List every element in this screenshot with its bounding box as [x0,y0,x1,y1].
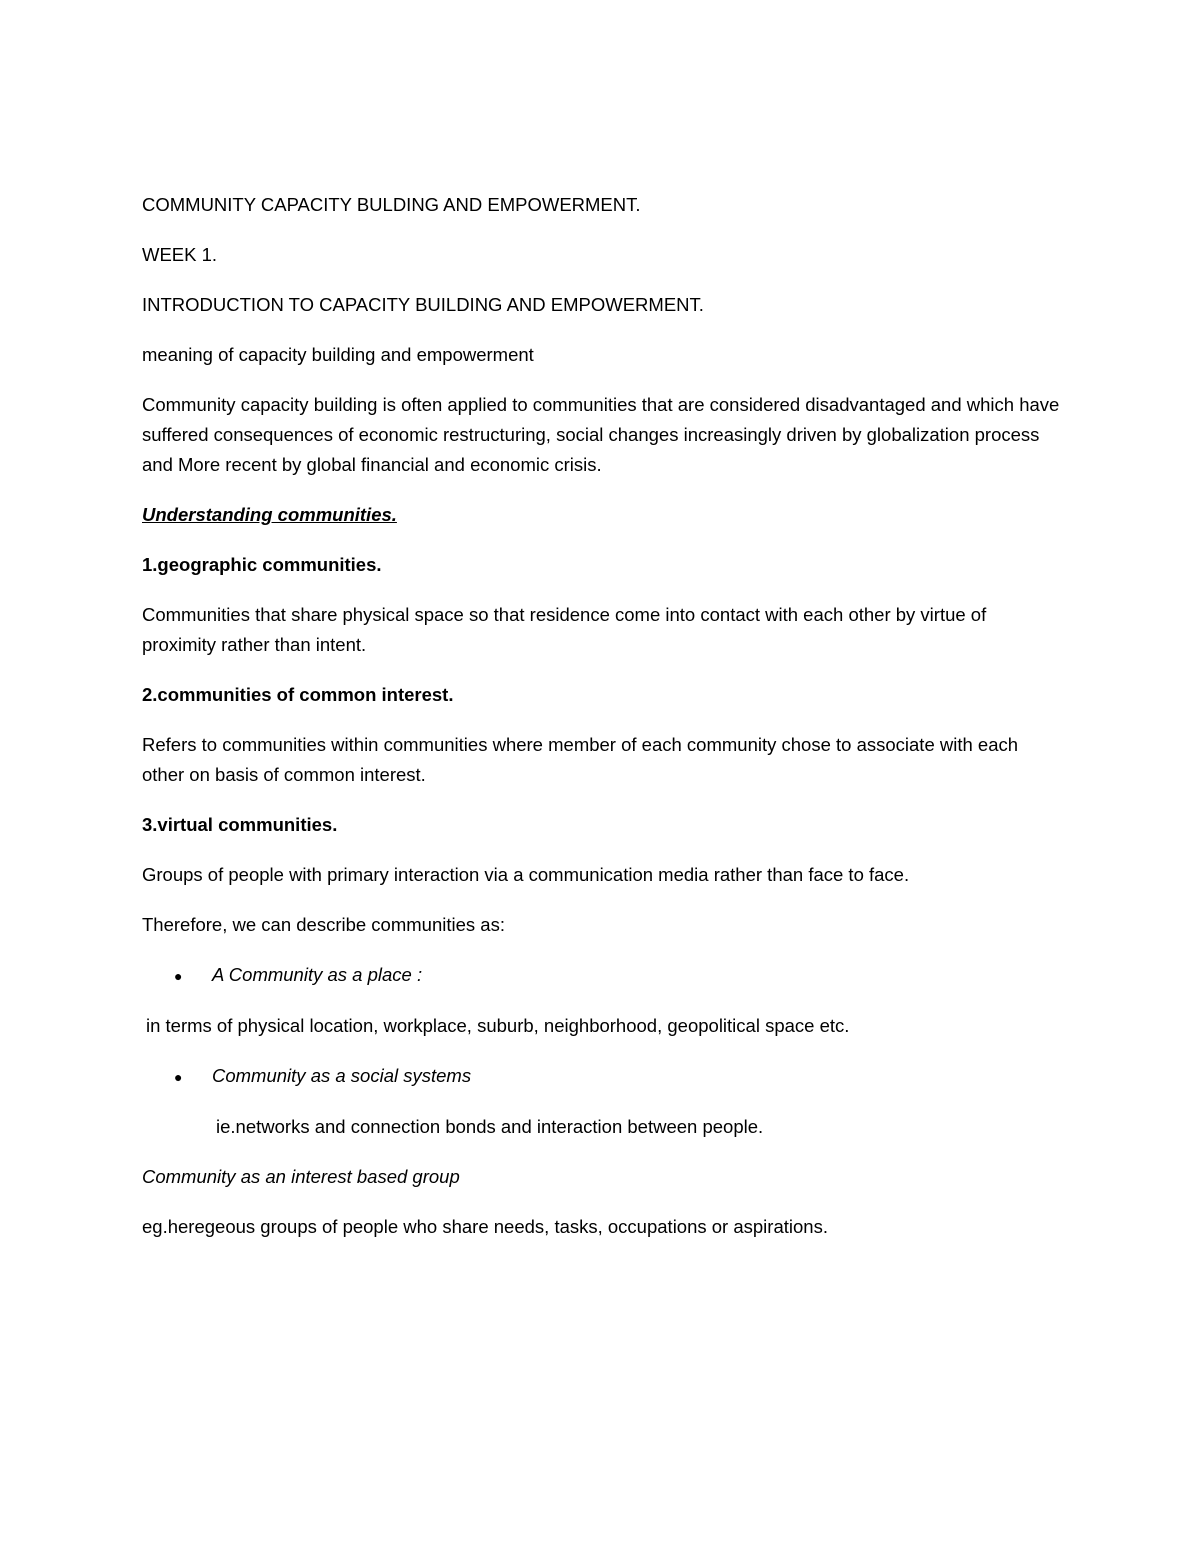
meaning-paragraph: Community capacity building is often applied to communities that are considered disadvantaged and which have suffered consequences of economic restructuring, social changes increasingly driven by globalization process and More recent by global financial and economic crisis. [142,394,1060,475]
understanding-heading: Understanding communities. [142,504,397,525]
description-text-social-systems: ie.networks and connection bonds and interaction between people. [216,1116,764,1137]
bullet-label-social-systems: Community as a social systems [212,1065,472,1086]
describe-intro: Therefore, we can describe communities as: [142,914,505,935]
bullet-label-place: A Community as a place : [212,964,423,985]
meaning-heading: meaning of capacity building and empowerment [142,344,534,365]
description-text-interest-group: eg.heregeous groups of people who share needs, tasks, occupations or aspirations. [142,1216,828,1237]
description-label-interest-group: Community as an interest based group [142,1166,460,1187]
document-title: COMMUNITY CAPACITY BULDING AND EMPOWERMENT. [142,194,641,215]
week-label: WEEK 1. [142,244,218,265]
bullet-item-place [142,960,1062,991]
description-text-place: in terms of physical location, workplace, suburb, neighborhood, geopolitical space etc. [146,1015,850,1036]
type-heading-geographic: 1.geographic communities. [142,554,382,575]
type-heading-common-interest: 2.communities of common interest. [142,684,454,705]
document-body [142,190,1062,1262]
bullet-icon: ● [174,1069,183,1085]
type-heading-virtual: 3.virtual communities. [142,814,338,835]
type-text-virtual: Groups of people with primary interaction via a communication media rather than face to face. [142,864,910,885]
bullet-icon: ● [174,968,183,984]
type-text-geographic: Communities that share physical space so that residence come into contact with each other by virtue of proximity rather than intent. [142,604,987,655]
bullet-item-social-systems [142,1061,1062,1092]
type-text-common-interest: Refers to communities within communities where member of each community chose to associate with each other on basis of common interest. [142,734,1019,785]
intro-heading: INTRODUCTION TO CAPACITY BUILDING AND EMPOWERMENT. [142,294,704,315]
